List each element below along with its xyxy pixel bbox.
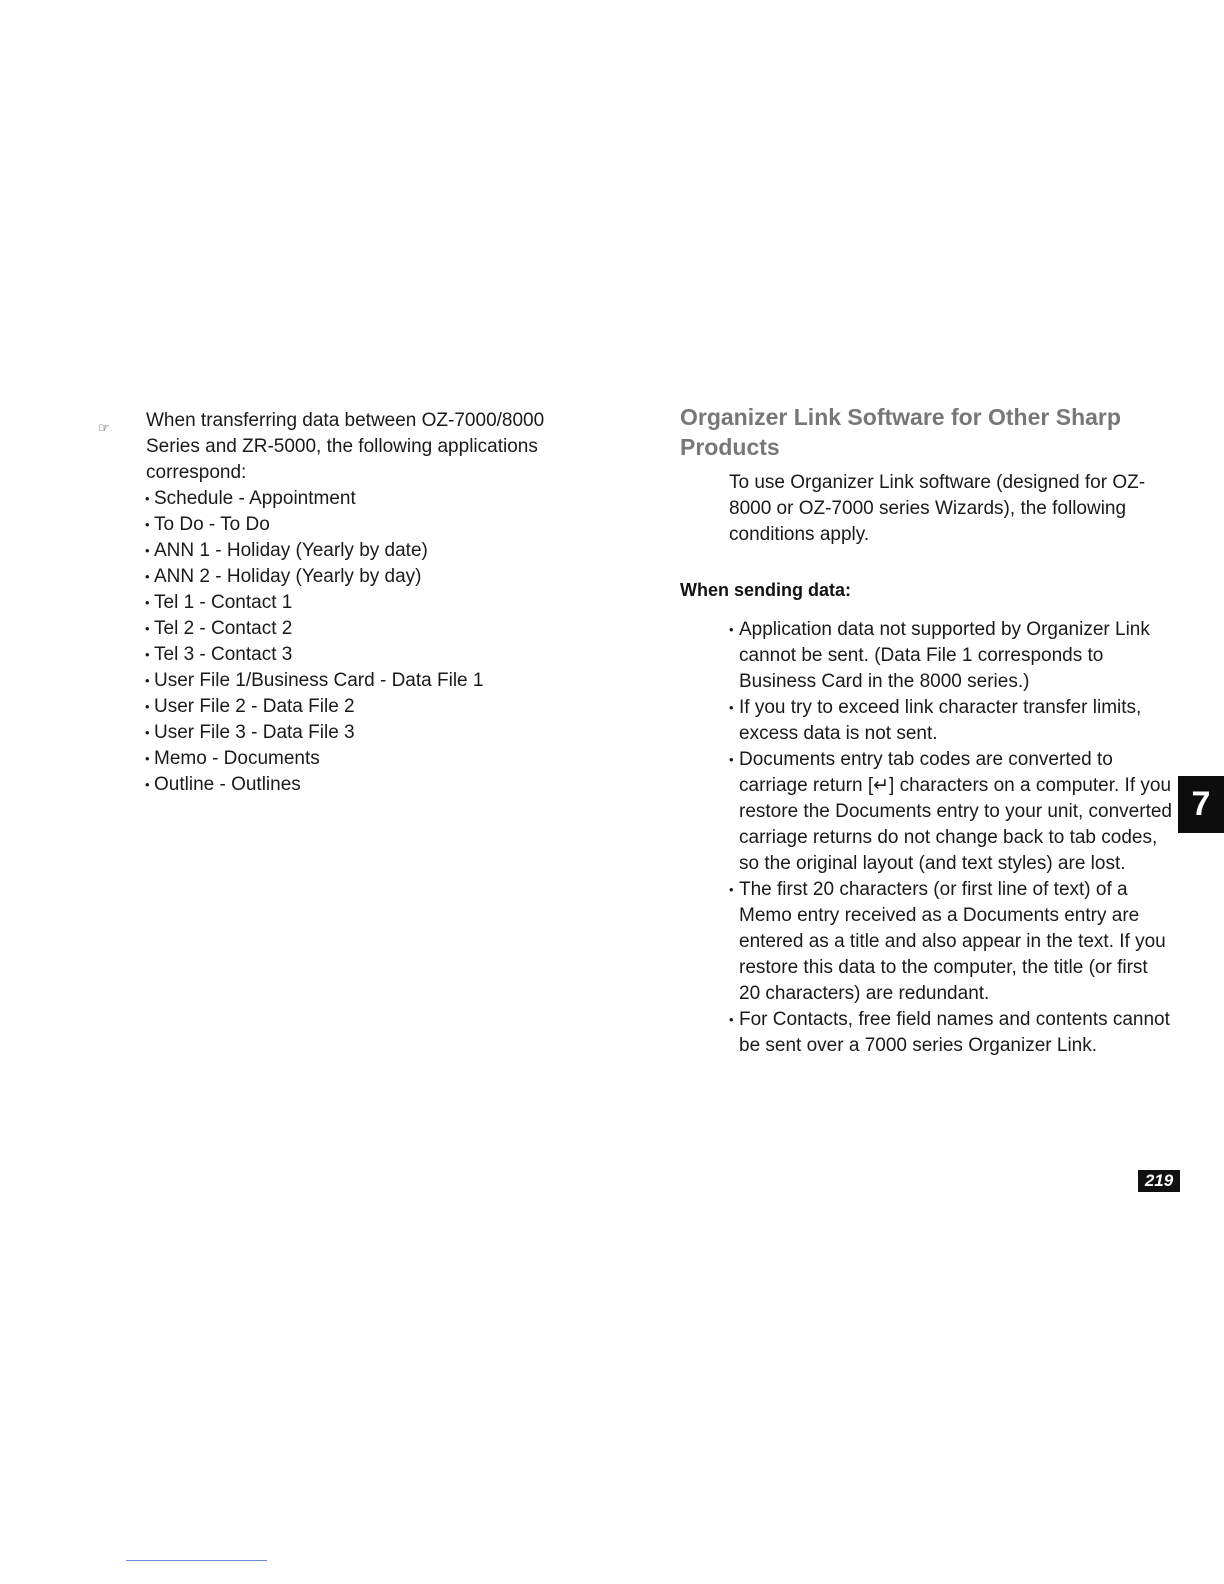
list-item: • Tel 3 - Contact 3 [145, 644, 293, 665]
application-list [146, 486, 566, 798]
section-intro-block [729, 470, 1169, 548]
list-item: • The first 20 characters (or first line of text) of a Memo entry received as a Documents entry are entered as a title and also appear in the text. If you restore this data to the computer, the title (or first 20 characters) are redundant. [729, 879, 1166, 1004]
list-item: • Schedule - Appointment [145, 488, 356, 509]
chapter-tab: 7 [1178, 776, 1224, 833]
list-item: • To Do - To Do [145, 514, 270, 535]
list-item: • ANN 2 - Holiday (Yearly by day) [145, 566, 422, 587]
list-item: • Application data not supported by Organizer Link cannot be sent. (Data File 1 corresponds to Business Card in the 8000 series.) [729, 619, 1150, 692]
list-item: • For Contacts, free field names and contents cannot be sent over a 7000 series Organizer Link. [729, 1009, 1170, 1056]
list-item: • If you try to exceed link character transfer limits, excess data is not sent. [729, 697, 1142, 744]
list-item: • Tel 1 - Contact 1 [145, 592, 293, 613]
note-block [146, 408, 566, 798]
list-item: • User File 3 - Data File 3 [145, 722, 355, 743]
list-item: • User File 1/Business Card - Data File 1 [145, 670, 484, 691]
section-intro: To use Organizer Link software (designed for OZ-8000 or OZ-7000 series Wizards), the following conditions apply. [729, 472, 1146, 545]
list-item: • Outline - Outlines [145, 774, 301, 795]
hand-pointer-icon: ☞ [98, 420, 109, 435]
sending-conditions-list [729, 617, 1174, 1059]
note-intro: When transferring data between OZ-7000/8000 Series and ZR-5000, the following applications correspond: [146, 410, 545, 483]
subheading: When sending data: [680, 580, 851, 600]
page-number: 219 [1138, 1170, 1180, 1192]
list-item: • Memo - Documents [145, 748, 320, 769]
list-item: • User File 2 - Data File 2 [145, 696, 355, 717]
list-item: • ANN 1 - Holiday (Yearly by date) [145, 540, 428, 561]
section-title: Organizer Link Software for Other Sharp Products [680, 404, 1121, 460]
footer-divider [126, 1560, 267, 1561]
list-item: • Tel 2 - Contact 2 [145, 618, 293, 639]
list-item: • Documents entry tab codes are converted to carriage return [↵] characters on a computer. If you restore the Documents entry to your unit, converted carriage returns do not change back to tab codes, so the original layout (and text styles) are lost. [729, 749, 1172, 874]
